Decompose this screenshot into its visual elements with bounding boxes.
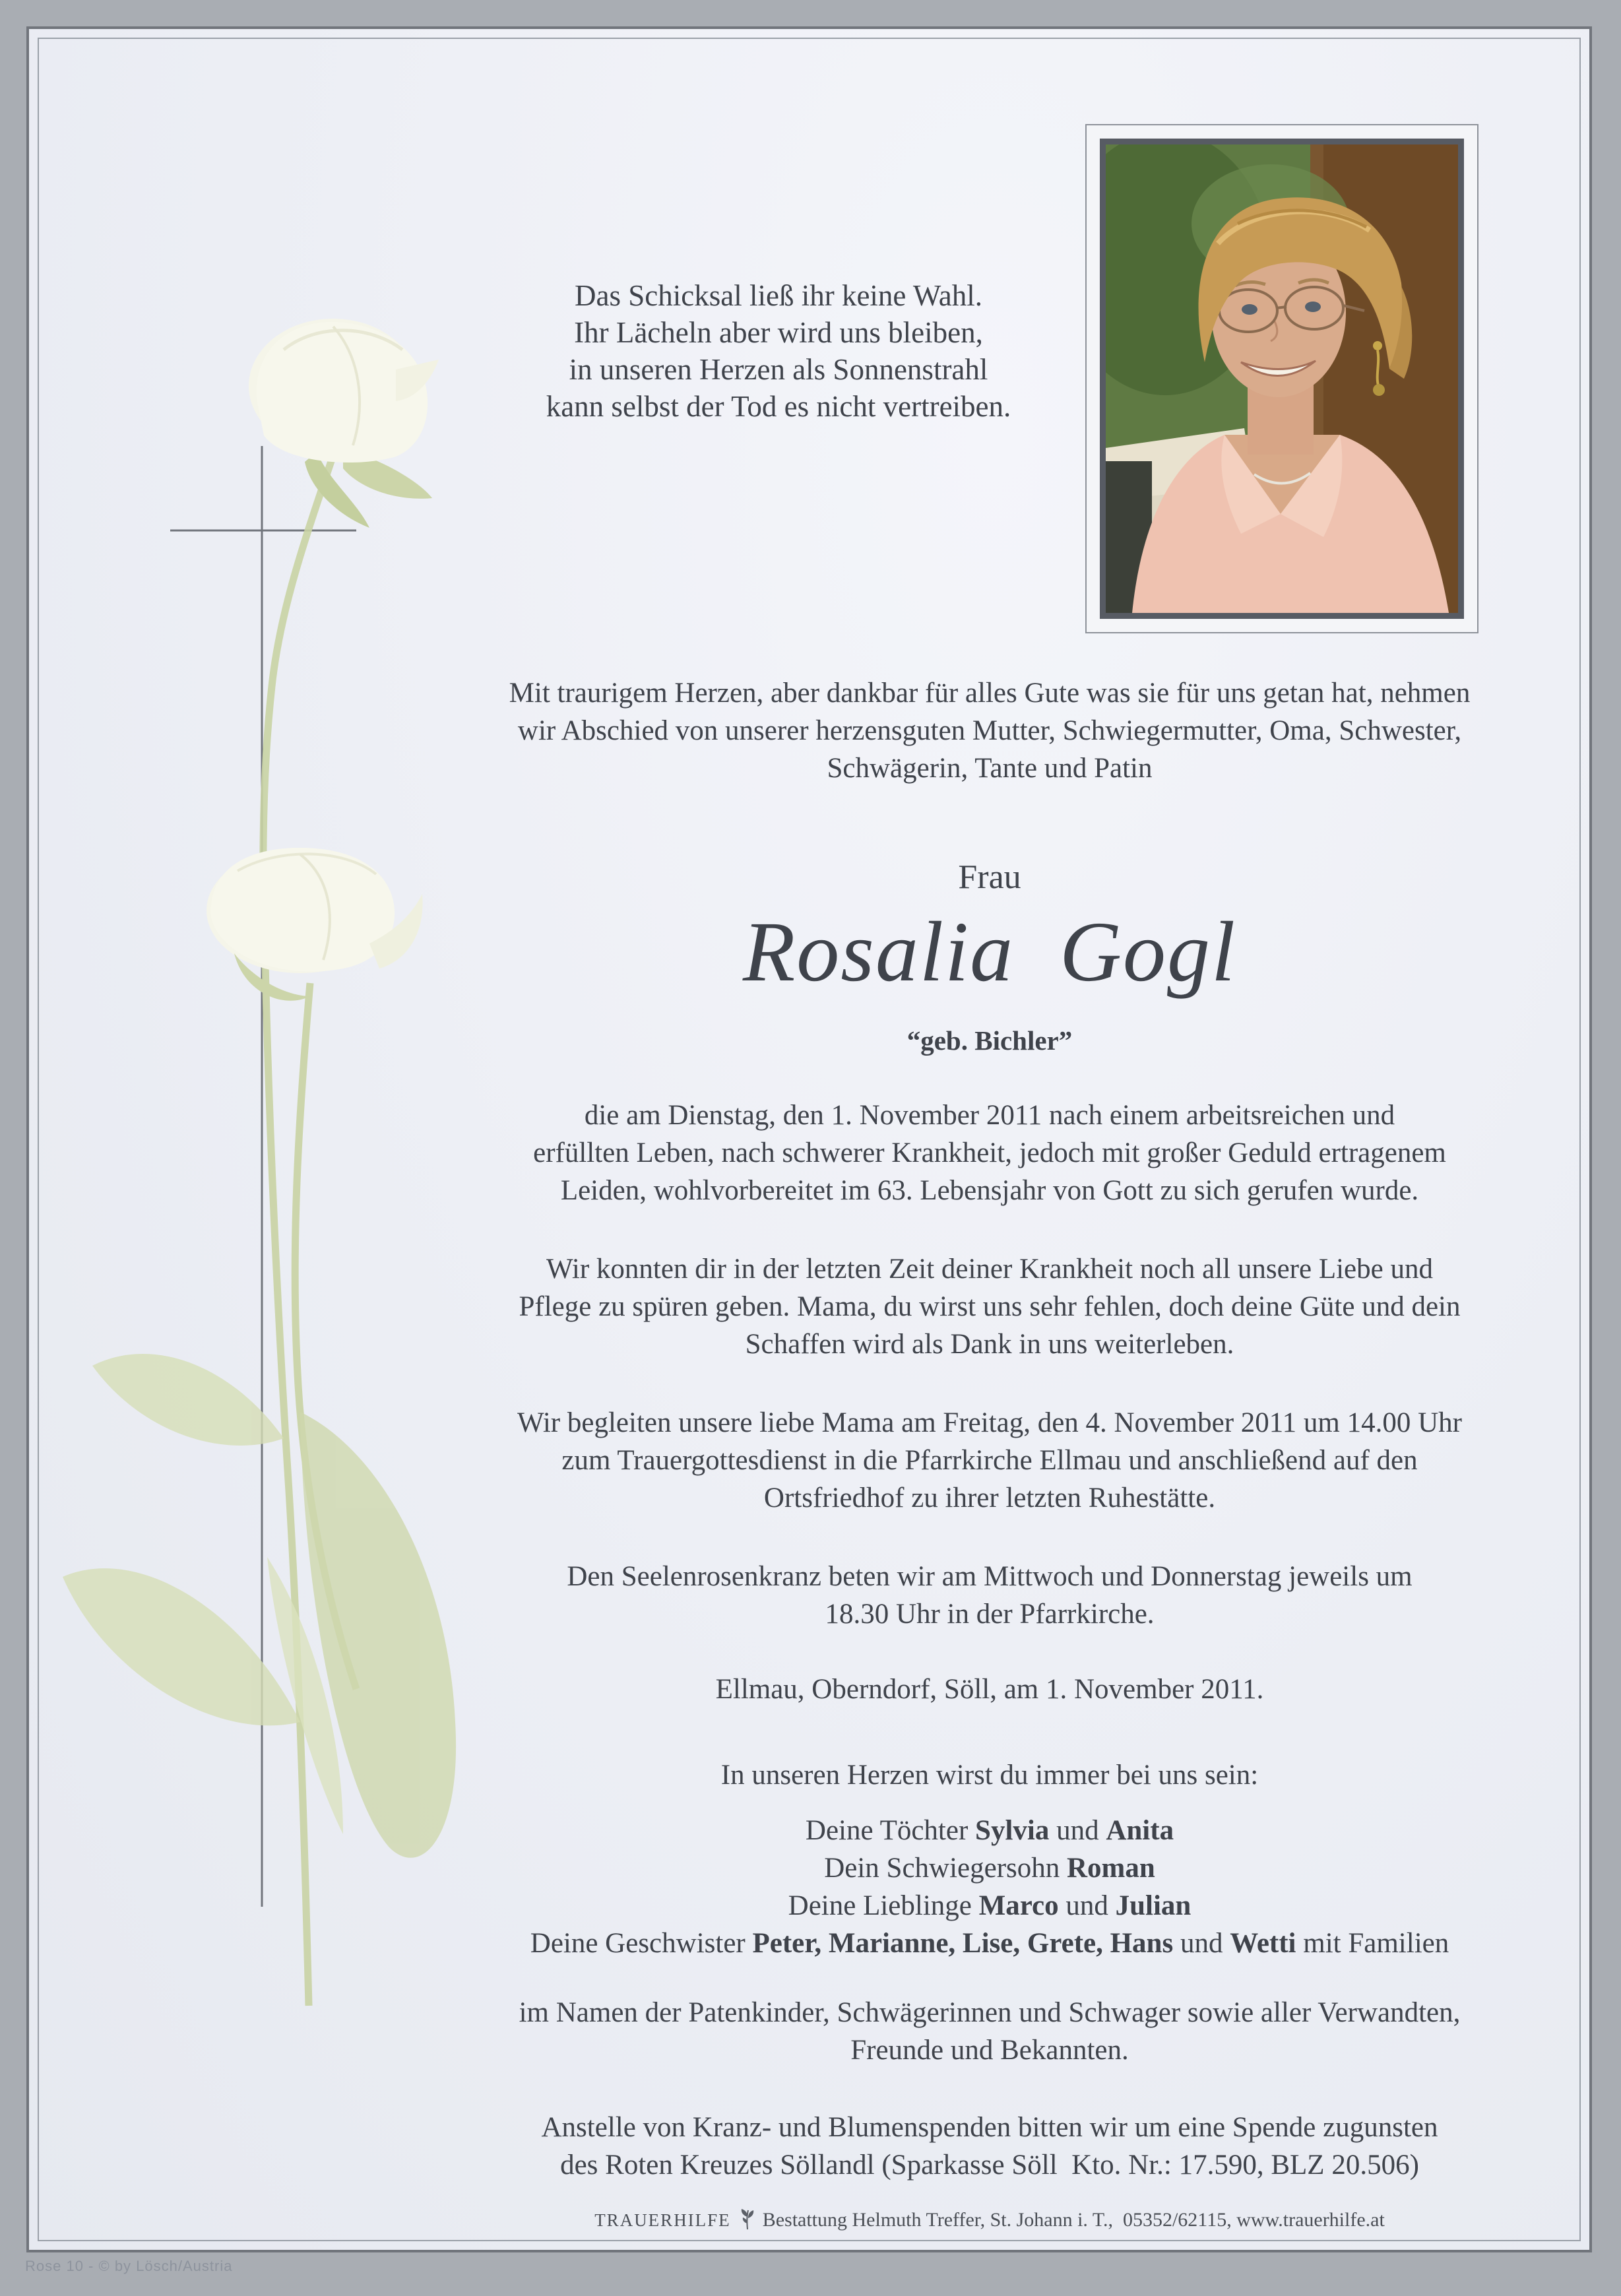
- family-line: Deine Töchter Sylvia und Anita: [805, 1815, 1174, 1846]
- passing-line: erfüllten Leben, nach schwerer Krankheit, jedoch mit großer Geduld ertragenem: [533, 1137, 1446, 1168]
- funeral-line: Ortsfriedhof zu ihrer letzten Ruhestätte.: [763, 1483, 1216, 1514]
- hearts-line: In unseren Herzen wirst du immer bei uns sein:: [720, 1760, 1259, 1791]
- verse-line: in unseren Herzen als Sonnenstrahl: [569, 353, 988, 386]
- portrait-photo: [1100, 139, 1464, 619]
- rose-stems: [263, 455, 356, 2006]
- verse-line: Das Schicksal ließ ihr keine Wahl.: [575, 279, 982, 312]
- closing-line: im Namen der Patenkinder, Schwägerinnen und Schwager sowie aller Verwandten,: [519, 1997, 1461, 2028]
- portrait-photo-frame: [1085, 124, 1478, 633]
- gratitude-line: Pflege zu spüren geben. Mama, du wirst uns sehr fehlen, doch deine Güte und dein: [519, 1291, 1461, 1322]
- maiden-name: “geb. Bichler”: [906, 1025, 1073, 1056]
- verse-line: Ihr Lächeln aber wird uns bleiben,: [574, 316, 983, 349]
- closing-paragraph: [389, 1994, 1590, 2069]
- funeral-line: zum Trauergottesdienst in die Pfarrkirche Ellmau und anschließend auf den: [561, 1445, 1418, 1476]
- intro-line: Mit traurigem Herzen, aber dankbar für alles Gute was sie für uns getan hat, nehmen: [509, 678, 1471, 709]
- dateline: Ellmau, Oberndorf, Söll, am 1. November 2011.: [715, 1674, 1264, 1705]
- donation-line: des Roten Kreuzes Söllandl (Sparkasse Söll Kto. Nr.: 17.590, BLZ 20.506): [560, 2150, 1419, 2181]
- verse-line: kann selbst der Tod es nicht vertreiben.: [546, 390, 1011, 423]
- funeral-home-footer: [389, 2208, 1590, 2233]
- opening-verse: [515, 277, 1042, 425]
- donation-paragraph: [389, 2109, 1590, 2184]
- deceased-name: Rosalia Gogl: [742, 905, 1237, 1000]
- family-list: [389, 1812, 1590, 1962]
- intro-paragraph: [389, 674, 1590, 787]
- family-line: Dein Schwiegersohn Roman: [824, 1853, 1155, 1884]
- rosary-paragraph: [389, 1558, 1590, 1633]
- intro-line: wir Abschied von unserer herzensguten Mutter, Schwiegermutter, Oma, Schwester,: [517, 715, 1462, 746]
- gratitude-line: Wir konnten dir in der letzten Zeit deiner Krankheit noch all unsere Liebe und: [546, 1254, 1433, 1285]
- gratitude-paragraph: [389, 1250, 1590, 1363]
- donation-line: Anstelle von Kranz- und Blumenspenden bitten wir um eine Spende zugunsten: [541, 2112, 1438, 2143]
- rose-bloom-top: [249, 319, 439, 528]
- passing-paragraph: [389, 1097, 1590, 1209]
- funeral-paragraph: [389, 1404, 1590, 1517]
- funeral-home-brand: TRAUERHILFE: [594, 2210, 731, 2230]
- family-line: Deine Geschwister Peter, Marianne, Lise, Grete, Hans und Wetti mit Familien: [530, 1928, 1449, 1959]
- salutation: Frau: [958, 858, 1021, 896]
- leaf-icon: [739, 2209, 756, 2230]
- intro-line: Schwägerin, Tante und Patin: [827, 753, 1153, 784]
- rosary-line: 18.30 Uhr in der Pfarrkirche.: [825, 1599, 1155, 1630]
- rosary-line: Den Seelenrosenkranz beten wir am Mittwoch und Donnerstag jeweils um: [567, 1561, 1413, 1592]
- funeral-home-text: Bestattung Helmuth Treffer, St. Johann i. T., 05352/62115, www.trauerhilfe.at: [762, 2209, 1385, 2231]
- print-credit: Rose 10 - © by Lösch/Austria: [25, 2258, 233, 2274]
- closing-line: Freunde und Bekannten.: [850, 2035, 1129, 2066]
- passing-line: die am Dienstag, den 1. November 2011 nach einem arbeitsreichen und: [584, 1100, 1395, 1131]
- gratitude-line: Schaffen wird als Dank in uns weiterleben.: [745, 1329, 1234, 1360]
- family-line: Deine Lieblinge Marco und Julian: [788, 1890, 1192, 1921]
- passing-line: Leiden, wohlvorbereitet im 63. Lebensjahr von Gott zu sich gerufen wurde.: [560, 1175, 1419, 1206]
- funeral-line: Wir begleiten unsere liebe Mama am Freitag, den 4. November 2011 um 14.00 Uhr: [517, 1407, 1462, 1438]
